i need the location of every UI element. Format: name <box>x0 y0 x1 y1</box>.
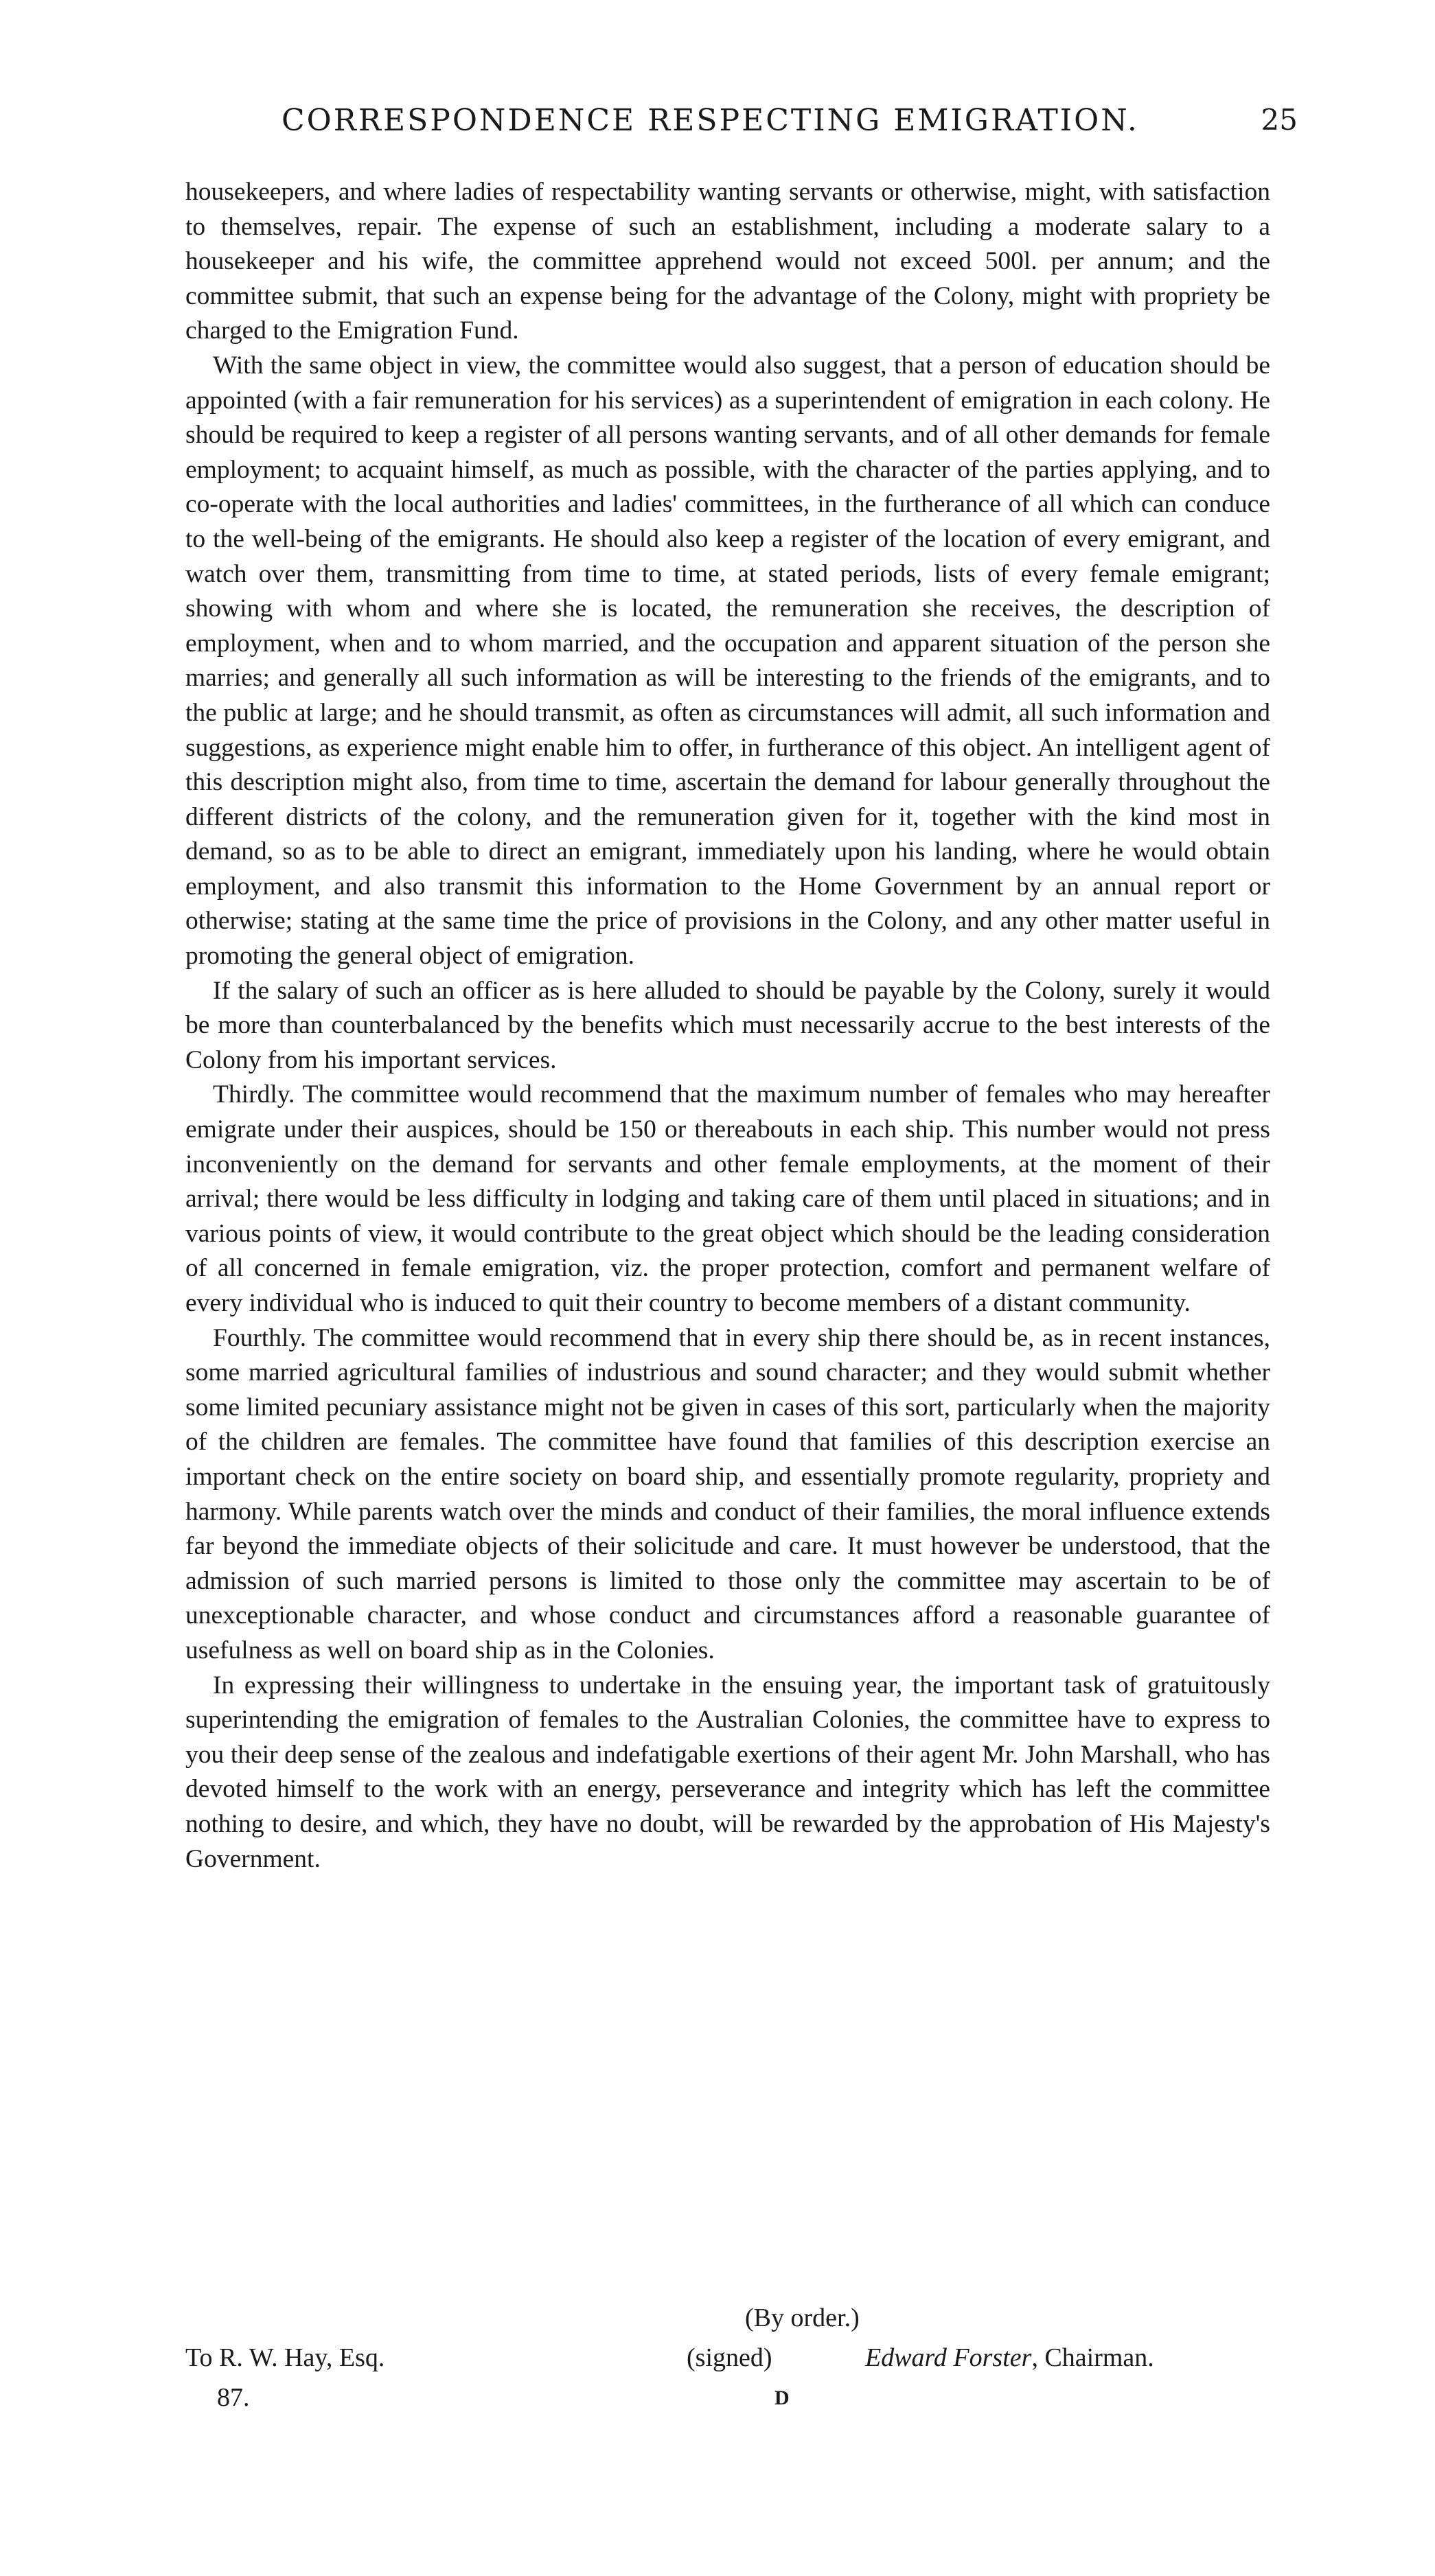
page-number: 25 <box>1261 103 1298 137</box>
signatory-role: , Chairman. <box>1031 2343 1154 2372</box>
by-order-line: (By order.) <box>745 2304 860 2332</box>
signatory <box>865 2343 1154 2373</box>
document-number: 87. <box>217 2383 250 2412</box>
addressee: To R. W. Hay, Esq. <box>185 2343 385 2372</box>
signatory-name: Edward Forster <box>865 2343 1032 2372</box>
paragraph-salary: If the salary of such an officer as is here alluded to should be payable by the Colony, surely it would be more than counterbalanced by the benefits which must necessarily accrue to the best interests of the Colony from his important services. <box>185 976 1270 1074</box>
paragraph-continued: housekeepers, and where ladies of respectability wanting servants or otherwise, might, with satisfaction to themselves, repair. The expense of such an establishment, including a moderate salary to a housekeeper and his wife, the committee apprehend would not exceed 500l. per annum; and the committee submit, that such an expense being for the advantage of the Colony, might with propriety be charged to the Emigration Fund. <box>185 178 1270 345</box>
body-text <box>185 175 1270 1877</box>
paragraph-fourthly: Fourthly. The committee would recommend that in every ship there should be, as in recent instances, some married agricultural families of industrious and sound character; and they would submit whether some limited pecuniary assistance might not be given in cases of this sort, particularly when the majority of the children are females. The committee have found that families of this description exercise an important check on the entire society on board ship, and essentially promote regularity, propriety and harmony. While parents watch over the minds and conduct of their families, the moral influence extends far beyond the immediate objects of their solicitude and care. It must however be understood, that the admission of such married persons is limited to those only the committee may ascertain to be of unexceptionable character, and whose conduct and circumstances afford a reasonable guarantee of usefulness as well on board ship as in the Colonies. <box>185 1323 1270 1664</box>
signed-label: (signed) <box>687 2343 772 2372</box>
paragraph-closing: In expressing their willingness to undertake in the ensuing year, the important task of gratuitously superintending the emigration of females to the Australian Colonies, the committee have to express to you their deep sense of the zealous and indefatigable exertions of their agent Mr. John Marshall, who has devoted himself to the work with an energy, perseverance and integrity which has left the committee nothing to desire, and which, they have no doubt, will be rewarded by the approbation of His Majesty's Government. <box>185 1671 1270 1873</box>
paragraph-thirdly: Thirdly. The committee would recommend that the maximum number of females who may hereafter emigrate under their auspices, should be 150 or thereabouts in each ship. This number would not press inconveniently on the demand for servants and other female employments, at the moment of their arrival; there would be less difficulty in lodging and taking care of them until placed in situations; and in various points of view, it would contribute to the great object which should be the leading consideration of all concerned in female emigration, viz. the proper protection, comfort and permanent welfare of every individual who is induced to quit their country to become members of a distant community. <box>185 1080 1270 1317</box>
paragraph-superintendent: With the same object in view, the committee would also suggest, that a person of education should be appointed (with a fair remuneration for his services) as a superintendent of emigration in each colony. He should be required to keep a register of all persons wanting servants, and of all other demands for female employment; to acquaint himself, as much as possible, with the character of the parties applying, and to co-operate with the local authorities and ladies' committees, in the furtherance of all which can conduce to the well-being of the emigrants. He should also keep a register of the location of every emigrant, and watch over them, transmitting from time to time, at stated periods, lists of every female emigrant; showing with whom and where she is located, the remuneration she receives, the description of employment, when and to whom married, and the occupation and apparent situation of the person she marries; and generally all such information as will be interesting to the friends of the emigrants, and to the public at large; and he should transmit, as often as circumstances will admit, all such information and suggestions, as experience might enable him to offer, in furtherance of this object. An intelligent agent of this description might also, from time to time, ascertain the demand for labour generally throughout the different districts of the colony, and the remuneration given for it, together with the kind most in demand, so as to be able to direct an emigrant, immediately upon his landing, where he would obtain employment, and also transmit this information to the Home Government by an annual report or otherwise; stating at the same time the price of provisions in the Colony, and any other matter useful in promoting the general object of emigration. <box>185 351 1270 971</box>
signature-mark: D <box>774 2387 790 2409</box>
running-title: CORRESPONDENCE RESPECTING EMIGRATION. <box>282 103 1139 138</box>
page-header <box>185 103 1298 151</box>
